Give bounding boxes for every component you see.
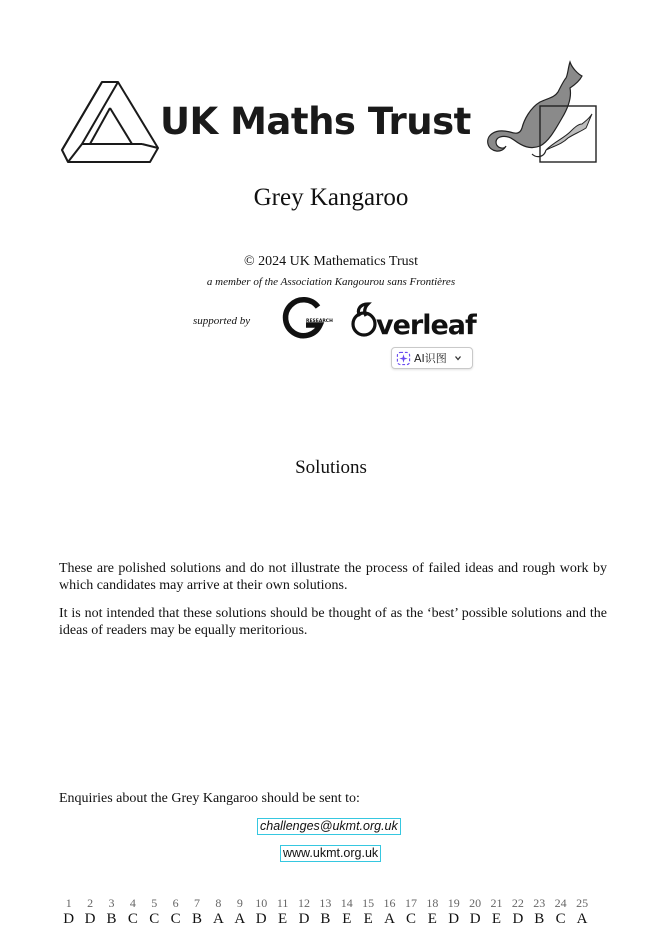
answer-col [486, 896, 507, 928]
question-number: 10 [255, 896, 268, 910]
question-number: 1 [65, 896, 72, 910]
answer-letter: B [320, 911, 331, 927]
question-number: 9 [236, 896, 243, 910]
question-number: 4 [129, 896, 136, 910]
answer-col [272, 896, 293, 928]
ai-button-label: AI识图 [414, 352, 447, 365]
answer-letter: C [127, 911, 138, 927]
solutions-heading: Solutions [295, 457, 367, 478]
question-number: 17 [404, 896, 417, 910]
enquiries-text: Enquiries about the Grey Kangaroo should be sent to: [59, 791, 360, 806]
answer-letter: E [491, 911, 502, 927]
question-number: 6 [172, 896, 179, 910]
answer-col [101, 896, 122, 928]
g-research-logo [280, 297, 333, 339]
answer-letter: A [576, 911, 588, 927]
question-number: 11 [276, 896, 289, 910]
answer-col [79, 896, 100, 928]
overleaf-text: verleaf [376, 310, 476, 341]
question-number: 24 [554, 896, 567, 910]
answer-col [208, 896, 229, 928]
answer-letter: D [63, 911, 75, 927]
answer-letter: E [278, 911, 288, 927]
question-number: 12 [297, 896, 310, 910]
answer-col [229, 896, 250, 928]
answer-key [58, 896, 593, 928]
answer-letter: B [192, 911, 203, 927]
member-line: a member of the Association Kangourou sans Frontières [206, 276, 456, 288]
answer-letter: A [384, 911, 395, 927]
answer-letter: D [512, 911, 524, 927]
answer-letter: C [170, 911, 181, 927]
answer-letter: B [534, 911, 545, 927]
question-number: 8 [215, 896, 222, 910]
answer-letter: D [469, 911, 481, 927]
answer-letter: A [213, 911, 224, 927]
answer-col [443, 896, 464, 928]
answer-col [315, 896, 336, 928]
answer-col [400, 896, 421, 928]
website-link[interactable]: www.ukmt.org.uk [280, 845, 381, 862]
answer-col [144, 896, 165, 928]
page-title: Grey Kangaroo [253, 184, 409, 211]
answer-col [464, 896, 485, 928]
question-number: 3 [108, 896, 115, 910]
answer-col [507, 896, 528, 928]
sparkle-icon [396, 351, 411, 366]
supported-by-label: supported by [193, 315, 251, 327]
answer-col [165, 896, 186, 928]
answer-letter: A [234, 911, 246, 927]
answer-letter: D [255, 911, 267, 927]
question-number: 22 [511, 896, 524, 910]
g-research-text: RESEARCH [306, 319, 333, 324]
answer-col [122, 896, 143, 928]
question-number: 18 [426, 896, 439, 910]
kangaroo-logo [484, 58, 604, 168]
copyright-line: © 2024 UK Mathematics Trust [244, 254, 418, 269]
email-link[interactable]: challenges@ukmt.org.uk [257, 818, 401, 835]
question-number: 21 [490, 896, 503, 910]
answer-col [422, 896, 443, 928]
answer-col [357, 896, 378, 928]
answer-letter: D [448, 911, 460, 927]
question-number: 20 [469, 896, 482, 910]
ai-recognize-button[interactable] [391, 347, 473, 369]
answer-col [58, 896, 79, 928]
question-number: 25 [576, 896, 589, 910]
question-number: 2 [87, 896, 94, 910]
answer-letter: E [363, 911, 373, 927]
answer-letter: E [342, 911, 352, 927]
answer-letter: C [149, 911, 160, 927]
answer-letter: C [555, 911, 566, 927]
question-number: 14 [340, 896, 353, 910]
answer-letter: D [84, 911, 96, 927]
answer-col [336, 896, 357, 928]
question-number: 23 [533, 896, 546, 910]
intro-paragraph-2: It is not intended that these solutions should be thought of as the ‘best’ possible solutions and the ideas of readers may be equally meritorious. [59, 606, 607, 638]
brand-title: UK Maths Trust [160, 100, 471, 143]
question-number: 16 [383, 896, 396, 910]
question-number: 5 [151, 896, 158, 910]
question-number: 7 [194, 896, 201, 910]
question-number: 19 [447, 896, 460, 910]
answer-letter: C [405, 911, 416, 927]
answer-col [571, 896, 592, 928]
answer-letter: B [106, 911, 117, 927]
answer-letter: E [427, 911, 437, 927]
answer-col [186, 896, 207, 928]
overleaf-logo [350, 300, 476, 341]
answer-col [550, 896, 571, 928]
question-number: 13 [319, 896, 332, 910]
answer-col [379, 896, 400, 928]
ukmt-triangle-logo [60, 78, 160, 166]
question-number: 15 [362, 896, 375, 910]
answer-col [251, 896, 272, 928]
answer-col [529, 896, 550, 928]
intro-paragraph-1: These are polished solutions and do not illustrate the process of failed ideas and rough work by which candidates may arrive at their own solutions. [59, 561, 607, 593]
answer-col [293, 896, 314, 928]
answer-letter: D [298, 911, 310, 927]
chevron-down-icon [453, 353, 463, 363]
